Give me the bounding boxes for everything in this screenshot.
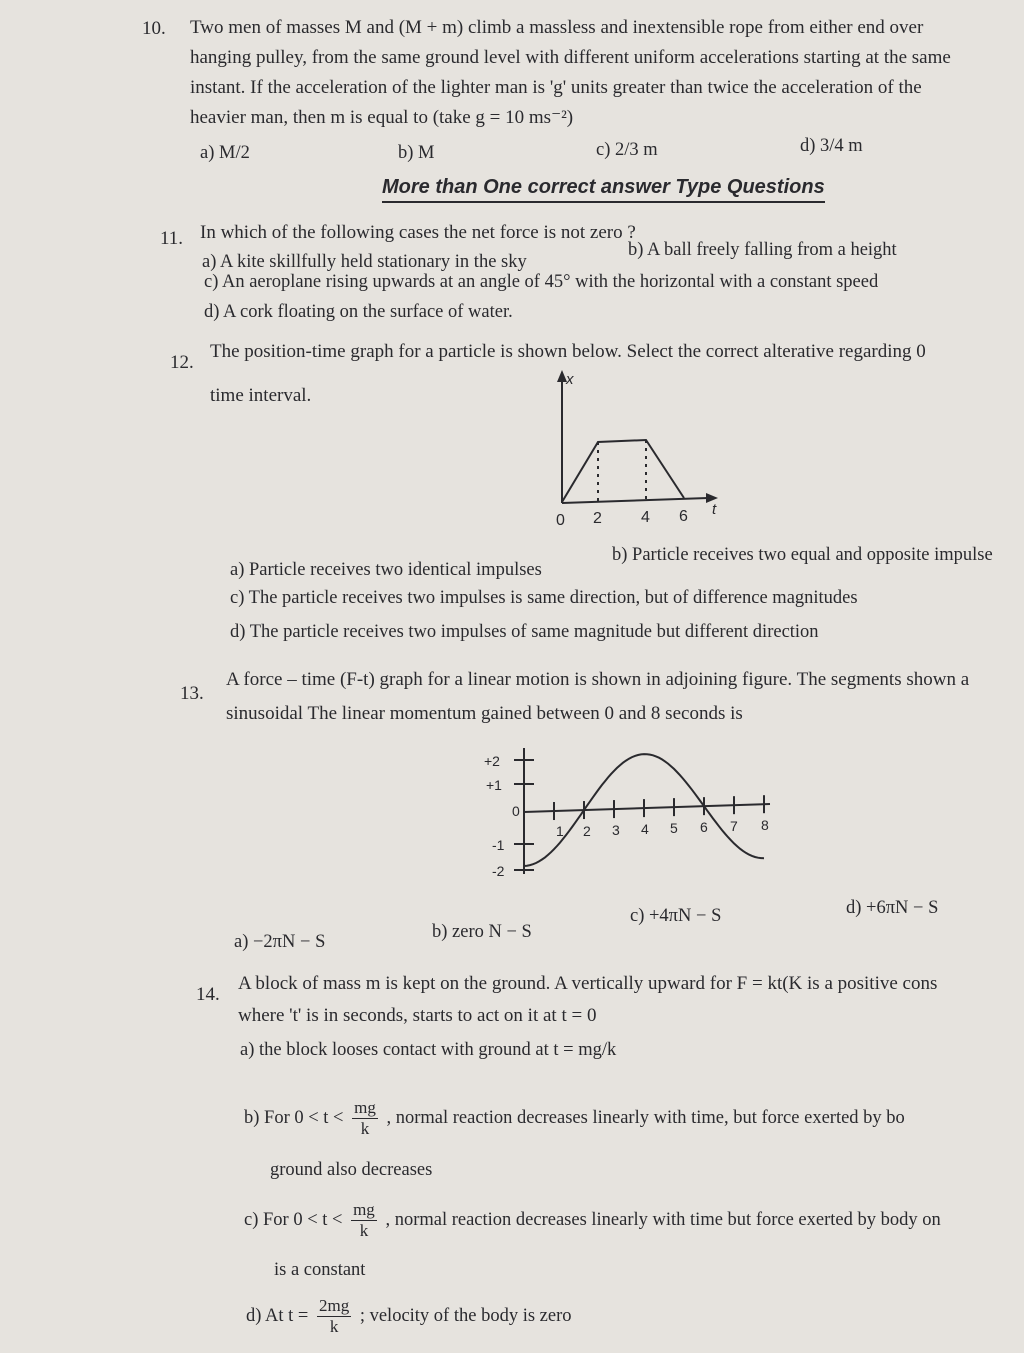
graph13-xlabel-5: 5 bbox=[670, 820, 678, 836]
graph12-x-axis bbox=[562, 498, 708, 503]
q11-option-a: a) A kite skillfully held stationary in the sky bbox=[202, 252, 527, 272]
graph12-y-label: x bbox=[566, 371, 574, 388]
graph13-xlabel-6: 6 bbox=[700, 819, 708, 835]
q10-option-d: d) 3/4 m bbox=[800, 136, 863, 156]
q14-option-b-suffix: , normal reaction decreases linearly with time, but force exerted by bo bbox=[386, 1107, 905, 1128]
q10-option-c: c) 2/3 m bbox=[596, 140, 658, 160]
q12-number: 12. bbox=[170, 352, 194, 373]
q14-option-c-suffix: , normal reaction decreases linearly with time but force exerted by body on bbox=[385, 1209, 941, 1230]
q11-number: 11. bbox=[160, 228, 184, 249]
q10-number: 10. bbox=[142, 18, 166, 39]
q13-option-c: c) +4πN − S bbox=[630, 906, 722, 926]
q12-line-2: time interval. bbox=[210, 385, 312, 406]
graph13-ylabel-m1: -1 bbox=[492, 837, 505, 853]
q12-option-b: b) Particle receives two equal and opposite impulse bbox=[612, 545, 993, 565]
q14-option-b bbox=[244, 1098, 905, 1139]
graph12-tick-2: 2 bbox=[593, 510, 602, 527]
graph13-ylabel-p1: +1 bbox=[486, 777, 502, 793]
q13-option-a: a) −2πN − S bbox=[234, 932, 326, 952]
q11-text: In which of the following cases the net force is not zero ? bbox=[200, 222, 636, 243]
fraction-denominator: k bbox=[359, 1221, 369, 1240]
graph13-xlabel-4: 4 bbox=[641, 821, 649, 837]
q10-option-b: b) M bbox=[398, 143, 435, 163]
q14-option-c-prefix: c) For 0 < t < bbox=[244, 1209, 343, 1230]
q14-number: 14. bbox=[196, 984, 220, 1005]
q10-line-1: Two men of masses M and (M + m) climb a massless and inextensible rope from either end over bbox=[190, 17, 924, 38]
q14-option-d bbox=[246, 1296, 572, 1337]
q13-line-1: A force – time (F-t) graph for a linear motion is shown in adjoining figure. The segments shown a bbox=[226, 669, 970, 690]
q14-option-c bbox=[244, 1200, 941, 1241]
q11-option-d: d) A cork floating on the surface of water. bbox=[204, 302, 513, 322]
q14-option-d-prefix: d) At t = bbox=[246, 1305, 309, 1326]
q12-option-c: c) The particle receives two impulses is same direction, but of difference magnitudes bbox=[230, 588, 858, 608]
q10-line-4: heavier man, then m is equal to (take g = 10 ms⁻²) bbox=[190, 107, 574, 128]
position-time-graph bbox=[540, 360, 740, 530]
force-time-graph bbox=[478, 740, 788, 890]
graph13-ylabel-m2: -2 bbox=[492, 863, 505, 879]
q10-line-2: hanging pulley, from the same ground level with different uniform accelerations starting at the same bbox=[190, 47, 951, 68]
fraction-numerator: mg bbox=[353, 1200, 375, 1219]
graph13-ylabel-p2: +2 bbox=[484, 753, 500, 769]
q13-option-d: d) +6πN − S bbox=[846, 898, 939, 918]
fraction-numerator: 2mg bbox=[318, 1296, 350, 1315]
q14-option-b-prefix: b) For 0 < t < bbox=[244, 1107, 344, 1128]
q13-number: 13. bbox=[180, 683, 204, 704]
q14-option-c-continuation: is a constant bbox=[274, 1260, 366, 1280]
section-heading: More than One correct answer Type Questions bbox=[382, 176, 825, 203]
q12-option-d: d) The particle receives two impulses of same magnitude but different direction bbox=[230, 622, 819, 642]
graph13-xlabel-8: 8 bbox=[761, 817, 769, 833]
q13-option-b: b) zero N − S bbox=[432, 922, 532, 942]
q14-option-c-fraction bbox=[351, 1200, 377, 1241]
graph13-xlabel-7: 7 bbox=[730, 818, 738, 834]
fraction-denominator: k bbox=[360, 1119, 370, 1138]
graph12-x-label: t bbox=[712, 501, 717, 518]
graph12-tick-6: 6 bbox=[679, 508, 688, 525]
graph13-ylabel-0: 0 bbox=[512, 803, 520, 819]
q14-option-d-suffix: ; velocity of the body is zero bbox=[359, 1305, 572, 1326]
q14-option-d-fraction bbox=[317, 1296, 351, 1337]
q10-option-a: a) M/2 bbox=[200, 143, 250, 163]
graph13-xlabel-3: 3 bbox=[612, 822, 620, 838]
graph13-xlabel-1: 1 bbox=[556, 823, 564, 839]
graph12-tick-0: 0 bbox=[556, 512, 565, 529]
q14-line-2: where 't' is in seconds, starts to act on it at t = 0 bbox=[238, 1005, 597, 1026]
q14-option-a: a) the block looses contact with ground at t = mg/k bbox=[240, 1040, 617, 1060]
graph13-xlabel-2: 2 bbox=[583, 823, 591, 839]
fraction-numerator: mg bbox=[354, 1098, 376, 1117]
fraction-denominator: k bbox=[329, 1317, 339, 1336]
q12-line-1: The position-time graph for a particle is shown below. Select the correct alterative regarding 0 bbox=[210, 341, 926, 362]
q10-line-3: instant. If the acceleration of the lighter man is 'g' units greater than twice the acceleration of the bbox=[190, 77, 922, 98]
q13-line-2: sinusoidal The linear momentum gained between 0 and 8 seconds is bbox=[226, 703, 743, 724]
graph12-curve bbox=[562, 440, 684, 502]
q12-option-a: a) Particle receives two identical impulses bbox=[230, 560, 542, 580]
graph12-tick-4: 4 bbox=[641, 509, 650, 526]
q11-option-c: c) An aeroplane rising upwards at an angle of 45° with the horizontal with a constant speed bbox=[204, 272, 879, 292]
q14-line-1: A block of mass m is kept on the ground. A vertically upward for F = kt(K is a positive cons bbox=[238, 973, 938, 994]
q14-option-b-fraction bbox=[352, 1098, 378, 1139]
q11-option-b: b) A ball freely falling from a height bbox=[628, 240, 897, 260]
q14-option-b-continuation: ground also decreases bbox=[270, 1160, 433, 1180]
